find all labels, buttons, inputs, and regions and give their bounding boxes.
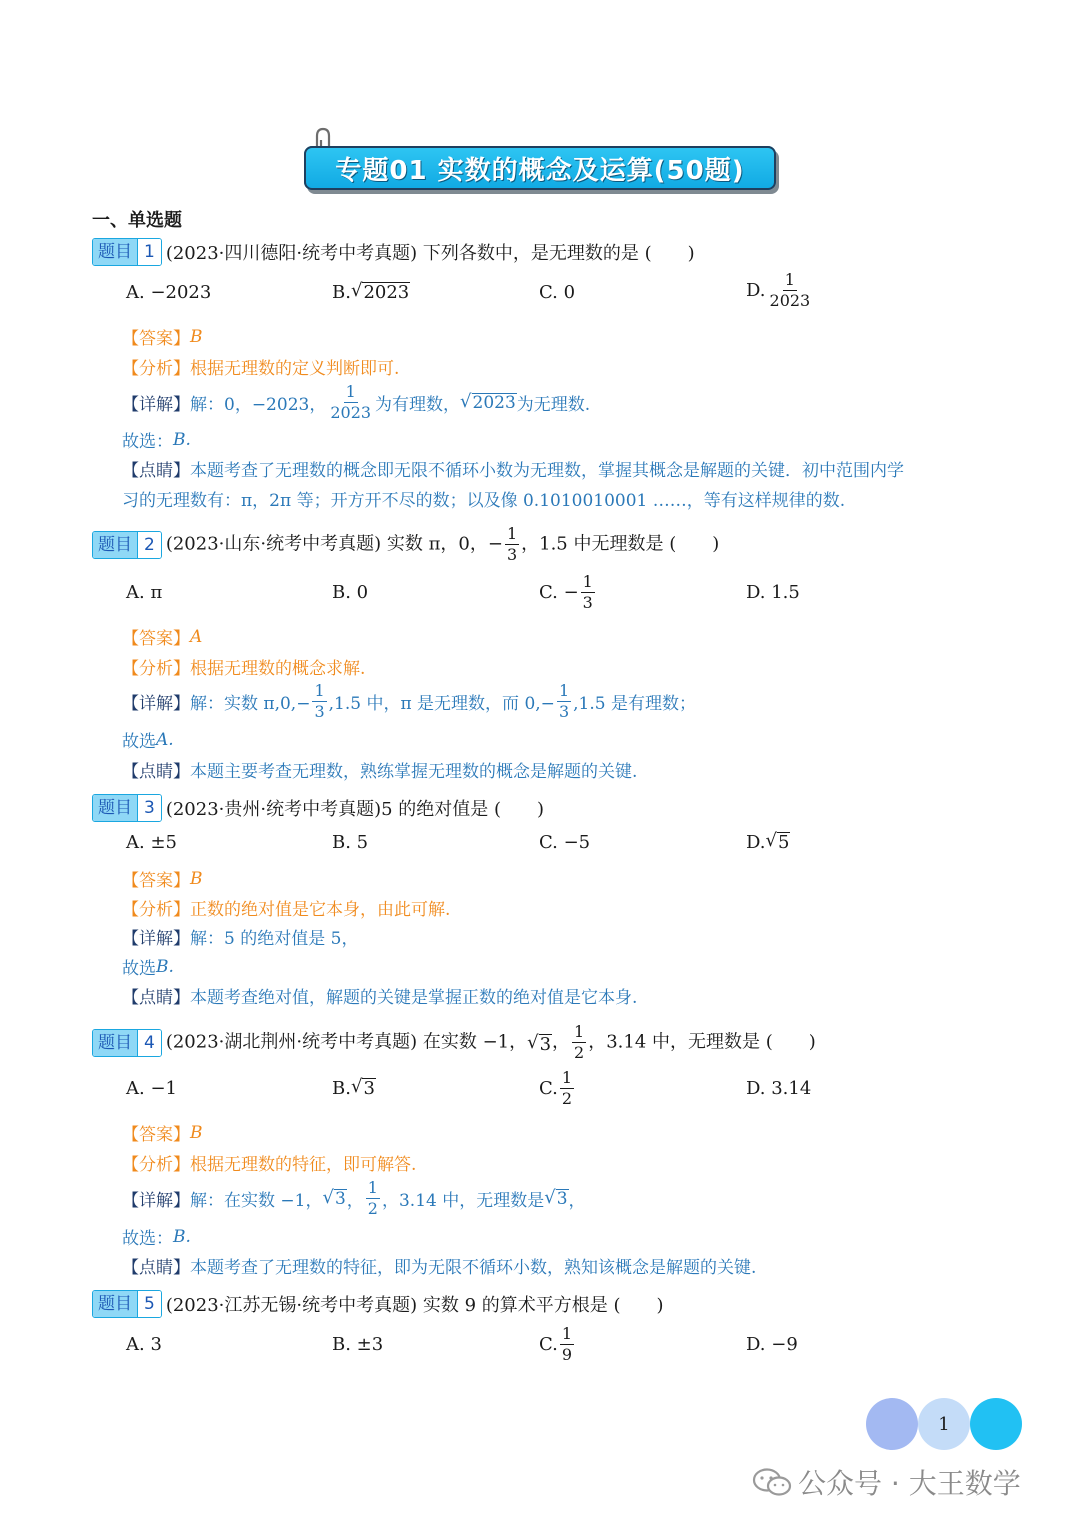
question-badge: 题目 5 — [92, 1290, 162, 1318]
question-stem: (2023·山东·统考中考真题) 实数 π，0，− $\frac{1}{3}$ ，1.5 中无理数是 ( ) — [165, 524, 720, 564]
option-a: A. −1 — [126, 1078, 177, 1099]
option-a: A. 3 — [126, 1334, 162, 1355]
question-badge: 题目 3 — [92, 794, 162, 822]
section-heading: 一、单选题 — [92, 210, 182, 231]
question-badge: 题目 1 — [92, 238, 162, 266]
comment-line: 【点睛】 本题主要考查无理数，熟练掌握无理数的概念是解题的关键. — [122, 762, 638, 782]
footer-watermark — [752, 1462, 1021, 1502]
choose-line: 故选： B. — [122, 429, 191, 452]
option-a: A. ±5 — [126, 832, 177, 853]
option-c: C. − $\frac{1}{3}$ — [539, 572, 593, 612]
answer-line: 【答案】 B — [122, 1122, 203, 1145]
page-title: 专题01 实数的概念及运算(50题) — [335, 155, 745, 186]
page-circle-left — [866, 1398, 918, 1450]
option-d: D. −9 — [746, 1334, 798, 1355]
page-number: 1 — [918, 1398, 970, 1450]
answer-line: 【答案】 B — [122, 868, 203, 891]
title-banner — [304, 146, 776, 190]
option-a: A. −2023 — [126, 282, 212, 303]
analysis-line: 【分析】 根据无理数的特征，即可解答. — [122, 1155, 417, 1175]
option-d: D. 3.14 — [746, 1078, 812, 1099]
option-c: C. $\frac{1}{2}$ — [539, 1068, 573, 1108]
option-b: B. 0 — [332, 582, 369, 603]
detail-line: 【详解】 解：5 的绝对值是 5， — [122, 929, 359, 949]
option-b: B. √ 3 — [332, 1076, 375, 1100]
page-circle-right — [970, 1398, 1022, 1450]
option-b: B. 5 — [332, 832, 369, 853]
choose-line: 故选 B. — [122, 956, 174, 979]
analysis-line: 【分析】 正数的绝对值是它本身，由此可解. — [122, 900, 451, 920]
option-d: D. √ 5 — [746, 830, 790, 854]
footer-text: 公众号 · 大王数学 — [798, 1467, 1021, 1500]
question-badge: 题目 4 — [92, 1029, 162, 1057]
option-a: A. π — [126, 582, 163, 603]
option-c: C. 0 — [539, 282, 576, 303]
option-c: C. $\frac{1}{9}$ — [539, 1324, 573, 1364]
choose-line: 故选： B. — [122, 1226, 191, 1249]
comment-line-2: 习的无理数有：π，2π 等；开方开不尽的数；以及像 0.1010010001 ……，等有这样规律的数. — [122, 491, 846, 511]
question-1 — [92, 238, 695, 266]
comment-line: 【点睛】 本题考查绝对值，解题的关键是掌握正数的绝对值是它本身. — [122, 988, 638, 1008]
question-2 — [92, 526, 719, 563]
option-d: D. $\frac{1}{2023}$ — [746, 270, 811, 310]
option-c: C. −5 — [539, 832, 591, 853]
analysis-line: 【分析】 根据无理数的概念求解. — [122, 659, 366, 679]
analysis-line: 【分析】 根据无理数的定义判断即可. — [122, 359, 400, 379]
answer-line: 【答案】 A — [122, 626, 203, 649]
question-3 — [92, 794, 544, 822]
question-stem: (2023·贵州·统考中考真题)5 的绝对值是 ( ) — [165, 799, 545, 820]
question-5 — [92, 1290, 664, 1318]
choose-line: 故选 A. — [122, 729, 174, 752]
question-badge: 题目 2 — [92, 531, 162, 559]
option-b: B. ±3 — [332, 1334, 384, 1355]
comment-line: 【点睛】 本题考查了无理数的概念即无限不循环小数为无理数，掌握其概念是解题的关键．初中范围内学 — [122, 461, 904, 481]
option-b: B. √ 2023 — [332, 280, 410, 304]
option-d: D. 1.5 — [746, 582, 800, 603]
question-stem: (2023·四川德阳·统考中考真题) 下列各数中，是无理数的是 ( ) — [165, 243, 695, 264]
question-4 — [92, 1024, 816, 1061]
comment-line: 【点睛】 本题考查了无理数的特征，即为无限不循环小数，熟知该概念是解题的关键. — [122, 1258, 757, 1278]
answer-line: 【答案】 B — [122, 326, 203, 349]
question-stem: (2023·湖北荆州·统考中考真题) 在实数 −1， √ 3 ， $\frac{1}{2}$ ，3.14 中，无理数是 ( ) — [165, 1022, 816, 1062]
wechat-icon — [752, 1467, 792, 1497]
detail-line: 【详解】 解：实数 π,0,− $\frac{1}{3}$ ,1.5 中，π 是无理数，而 0,− $\frac{1}{3}$ ,1.5 是有理数； — [122, 681, 696, 721]
detail-line: 【详解】 解：在实数 −1， √ 3 ， $\frac{1}{2}$ ，3.14 中，无理数是 √ 3 ， — [122, 1178, 586, 1218]
question-stem: (2023·江苏无锡·统考中考真题) 实数 9 的算术平方根是 ( ) — [165, 1295, 664, 1316]
detail-line: 【详解】 解：0，−2023， $\frac{1}{2023}$ 为有理数， √ 2023 为无理数. — [122, 382, 591, 422]
